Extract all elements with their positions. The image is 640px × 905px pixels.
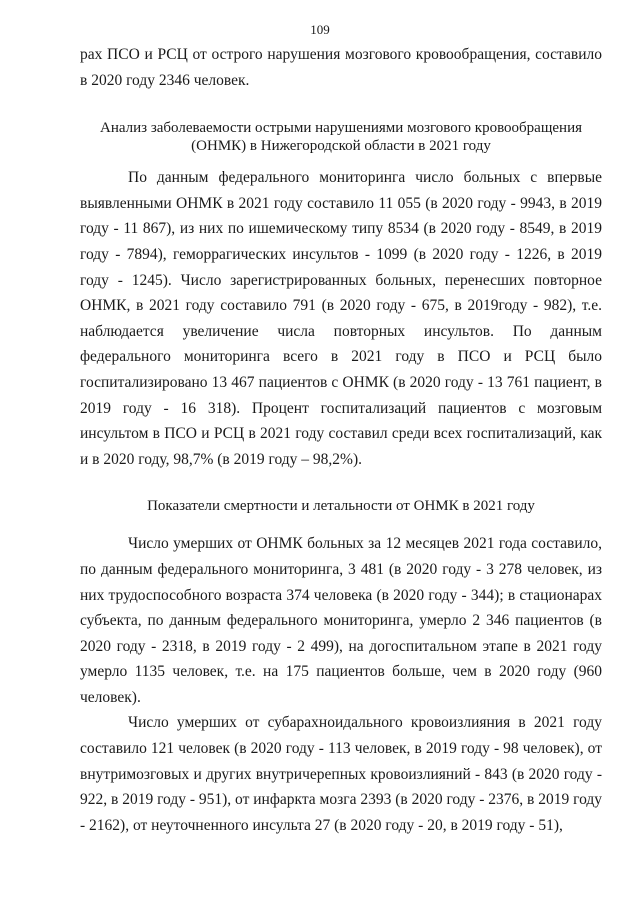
incidence-paragraph: По данным федерального мониторинга число больных с впервые выявленными ОНМК в 2021 году составило 11 055 (в 2020 году - 9943, в 2019 году - 11 867), из них по ишемическому типу 8534 (в 2020 году - 8549, в 2019 году - 7894), геморрагических инсультов - 1099 (в 2020 году - 1226, в 2019 году - 1245). Число зарегистрированных больных, перенесших повторное ОНМК, в 2021 году составило 791 (в 2020 году - 675, в 2019году - 982), т.е. наблюдается увеличение числа повторных инсультов. По данным федерального мониторинга всего в 2021 году в ПСО и РСЦ было госпитализировано 13 467 пациентов с ОНМК (в 2020 году - 13 761 пациент, в 2019 году - 16 318). Процент госпитализаций пациентов с мозговым инсультом в ПСО и РСЦ в 2021 году составил среди всех госпитализаций, как и в 2020 году, 98,7% (в 2019 году – 98,2%). [80, 169, 602, 468]
intro-paragraph: рах ПСО и РСЦ от острого нарушения мозгового кровообращения, составило в 2020 году 2346 человек. [80, 46, 602, 89]
section-heading-mortality: Показатели смертности и летальности от ОНМК в 2021 году [147, 498, 535, 515]
section-heading-incidence-line1: Анализ заболеваемости острыми нарушениями мозгового кровообращения [99, 120, 582, 137]
mortality-paragraph-1: Число умерших от ОНМК больных за 12 месяцев 2021 года составило, по данным федерального мониторинга, 3 481 (в 2020 году - 3 278 человек, из них трудоспособного возраста 374 человека (в 2020 году - 344); в стационарах субъекта, по данным федерального мониторинга, умерло 2 346 пациентов (в 2020 году - 2318, в 2019 году - 2 499), на догоспитальном этапе в 2021 году умерло 1135 человек, т.е. на 175 пациентов больше, чем в 2020 году (960 человек). [80, 535, 602, 706]
mortality-paragraph-2: Число умерших от субарахноидального кровоизлияния в 2021 году составило 121 человек (в 2020 году - 113 человек, в 2019 году - 98 человек), от внутримозговых и других внутричерепных кровоизлияний - 843 (в 2020 году - 922, в 2019 году - 951), от инфаркта мозга 2393 (в 2020 году - 2376, в 2019 году - 2162), от неуточненного инсульта 27 (в 2020 году - 20, в 2019 году - 51), [80, 714, 603, 834]
page-number: 109 [310, 22, 330, 37]
section-heading-incidence [80, 119, 602, 155]
section-heading-incidence-line2: (ОНМК) в Нижегородской области в 2021 году [191, 138, 491, 155]
page-content [80, 42, 602, 838]
